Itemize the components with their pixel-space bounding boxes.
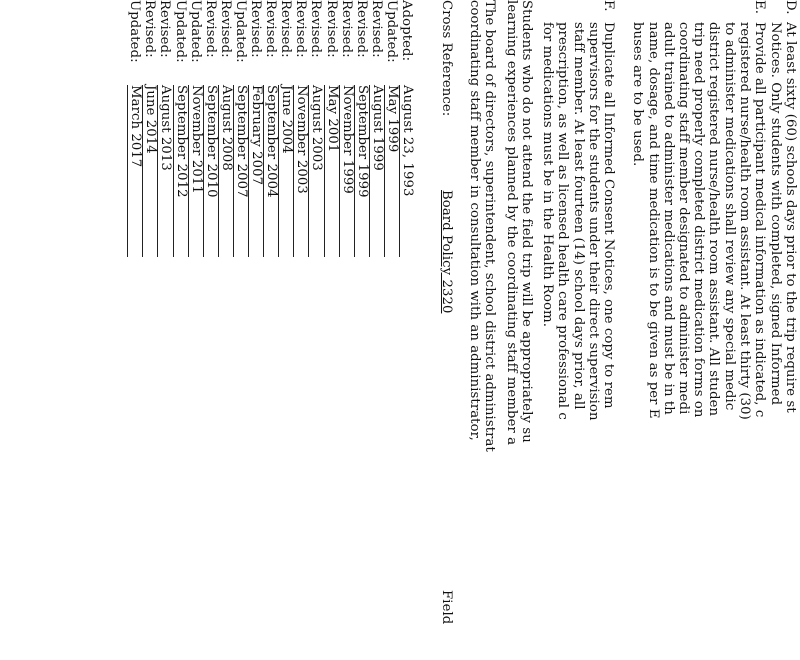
history-date: March 2017: [127, 85, 142, 257]
history-label: Revised:: [293, 0, 309, 58]
history-date: November 2003: [293, 85, 308, 257]
history-label: Revised:: [217, 0, 233, 58]
history-label: Revised:: [368, 0, 384, 58]
history-label: Revised:: [142, 0, 158, 58]
history-row: [142, 0, 157, 500]
item-line: supervisors for the students under their direct supervision: [585, 22, 601, 421]
item-line: At least sixty (60) schools days prior to the trip require st: [783, 22, 798, 413]
history-label: Revised:: [338, 0, 354, 58]
history-label: Updated:: [127, 0, 143, 63]
item-line: staff member. At least fourteen (14) school days prior, all: [570, 22, 586, 410]
history-row: [157, 0, 172, 500]
paragraph-board: [467, 0, 497, 660]
history-row: [218, 0, 233, 500]
history-date: May 2001: [324, 85, 339, 257]
paragraph-attendance: [504, 0, 534, 660]
history-date: August 2008: [218, 85, 233, 257]
item-marker: F.: [601, 0, 616, 12]
history-date: June 2014: [142, 85, 157, 257]
paragraph-line: learning experiences planned by the coordinating staff member a: [503, 0, 519, 446]
history-row: [384, 0, 399, 500]
item-line: Notices. Only students with completed, signed Informed: [767, 22, 783, 406]
paragraph-line: The board of directors, superintendent, school district administrat: [482, 0, 497, 452]
item-line: to administer medications shall review any special medic: [721, 22, 737, 411]
history-label: Updated:: [172, 0, 188, 63]
history-row: [354, 0, 369, 500]
cross-reference-topic: Field: [439, 590, 454, 625]
history-date: September 2004: [263, 85, 278, 257]
history-row: [248, 0, 263, 500]
item-line: registered nurse/health room assistant. At least thirty (30): [736, 22, 752, 420]
history-date: November 1999: [339, 85, 354, 257]
history-row: [188, 0, 203, 500]
history-row: [263, 0, 278, 500]
history-date: August 2003: [308, 85, 323, 257]
history-label: Revised:: [353, 0, 369, 58]
history-row: [278, 0, 293, 500]
history-date: February 2007: [248, 85, 263, 257]
history-date: September 1999: [354, 85, 369, 257]
item-line: trip need properly completed district medication forms on: [691, 22, 707, 418]
history-label: Revised:: [202, 0, 218, 58]
history-date: August 1999: [369, 85, 384, 257]
history-label: Revised:: [263, 0, 279, 58]
cross-reference-policy: Board Policy 2320: [439, 190, 454, 314]
history-date: August 23, 1993: [399, 85, 414, 257]
history-label: Updated:: [383, 0, 399, 63]
history-label: Updated:: [232, 0, 248, 63]
history-row: [127, 0, 142, 500]
history-date: September 2007: [233, 85, 248, 257]
item-line: coordinating staff member designated to administer medi: [675, 22, 691, 415]
history-label: Revised:: [323, 0, 339, 58]
item-line: name, dosage, and time medication is to be given as per E: [645, 22, 661, 419]
history-date: May 1999: [384, 85, 399, 257]
item-line: Provide all participant medical information as indicated, c: [752, 22, 767, 418]
history-row: [203, 0, 218, 500]
history-date: September 2012: [173, 85, 188, 257]
history-date: November 2011: [188, 85, 203, 257]
history-row: [323, 0, 338, 500]
history-row: [293, 0, 308, 500]
history-date: August 2013: [158, 85, 173, 257]
history-date: September 2010: [203, 85, 218, 257]
item-line: prescription, as well as licensed health care professional c: [555, 22, 571, 420]
item-line: buses are to be used.: [630, 22, 646, 167]
history-row: [399, 0, 414, 500]
history-row: [233, 0, 248, 500]
history-label: Revised:: [248, 0, 264, 58]
policy-history: [127, 0, 414, 500]
item-line: adult trained to administer medications and must be in th: [660, 22, 676, 415]
history-label: Adopted:: [399, 0, 414, 62]
cross-reference-label: Cross Reference:: [439, 0, 454, 117]
paragraph-line: Students who do not attend the field trip will be appropriately su: [519, 0, 534, 443]
item-marker: D.: [783, 0, 798, 15]
item-line: district registered nurse/health room assistant. All studen: [706, 22, 722, 417]
history-label: Revised:: [278, 0, 294, 58]
history-row: [339, 0, 354, 500]
history-row: [308, 0, 323, 500]
history-date: June 2004: [278, 85, 293, 257]
history-label: Updated:: [187, 0, 203, 63]
history-row: [369, 0, 384, 500]
history-row: [173, 0, 188, 500]
history-label: Revised:: [308, 0, 324, 58]
item-line: for medications must be in the Health Room.: [540, 22, 556, 328]
history-label: Revised:: [157, 0, 173, 58]
item-line: Duplicate all Informed Consent Notices, one copy to rem: [601, 22, 616, 409]
item-marker: E.: [752, 0, 767, 15]
paragraph-line: coordinating staff member in consultation with an administrator,: [466, 0, 482, 441]
